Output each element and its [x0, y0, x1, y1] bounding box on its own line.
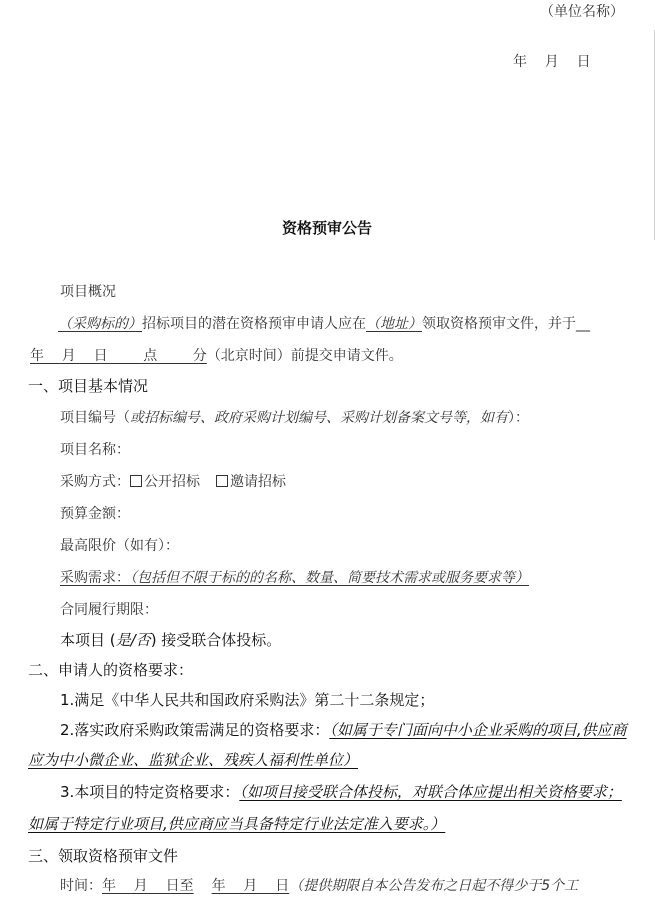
overview-trailing-blank: __ [576, 316, 590, 332]
qualification-item-2-label: 2.落实政府采购政策需满足的资格要求： [60, 721, 330, 739]
section1-heading: 一、项目基本情况 [28, 377, 149, 395]
collection-time-label: 时间： [60, 878, 102, 894]
project-name-label: 项目名称： [60, 442, 130, 458]
address-blank: （地址） [366, 316, 422, 332]
consortium-text-b: ) 接受联合体投标。 [150, 631, 282, 649]
contract-period-label: 合同履行期限： [60, 602, 158, 618]
procurement-demand-hint: （包括但不限于标的的名称、数量、简要技术需求或服务要求等） [130, 570, 529, 586]
section3-heading: 三、领取资格预审文件 [28, 847, 179, 865]
overview-text-a: 招标项目的潜在资格预审申请人应在 [142, 316, 366, 332]
max-price-label: 最高限价（如有）： [60, 538, 179, 554]
qualification-item-2-hint-2: 应为中小微企业、监狱企业、残疾人福利性单位） [28, 751, 359, 769]
invited-tender-label: 邀请招标 [230, 474, 286, 490]
consortium-choice: 是/否 [115, 631, 151, 649]
deadline-blank: 年 月 日 点 分 [30, 348, 207, 364]
open-tender-label: 公开招标 [144, 474, 200, 490]
qualification-item-1: 1.满足《中华人民共和国政府采购法》第二十二条规定； [60, 691, 435, 709]
qualification-item-2 [60, 720, 627, 740]
qualification-item-3-hint-2: 如属于特定行业项目,供应商应当具备特定行业法定准入要求。） [28, 815, 446, 833]
collection-time-row [60, 876, 578, 896]
date-line: 年 月 日 [513, 54, 591, 70]
consortium-text-a: 本项目 ( [60, 631, 116, 649]
qualification-item-3-hint-1: （如项目接受联合体投标，对联合体应提出相关资格要求； [239, 783, 622, 801]
section2-heading: 二、申请人的资格要求： [28, 661, 194, 679]
procurement-method-row [60, 472, 286, 492]
overview-deadline-text: （北京时间）前提交申请文件。 [206, 348, 403, 364]
collection-time-start-blank: 年 月 日至 [102, 878, 194, 894]
project-number-label: 项目编号（ [60, 410, 130, 426]
overview-line-1 [58, 314, 590, 334]
page-title: 资格预审公告 [282, 219, 373, 237]
procurement-demand-row [60, 568, 529, 588]
qualification-item-3-label: 3.本项目的特定资格要求： [60, 783, 240, 801]
project-number-end: ）： [508, 410, 529, 426]
project-number-row [60, 408, 529, 428]
overview-line-2 [30, 346, 403, 366]
qualification-item-2-hint-1: （如属于专门面向中小企业采购的项目,供应商 [329, 721, 627, 739]
qualification-item-3 [60, 782, 622, 802]
purchase-target-blank: （采购标的） [58, 316, 142, 332]
consortium-row [60, 630, 281, 650]
project-number-hint: 或招标编号、政府采购计划编号、采购计划备案文号等，如有 [130, 410, 508, 426]
procurement-demand-label: 采购需求： [60, 570, 130, 586]
budget-label: 预算金额： [60, 506, 130, 522]
collection-time-hint: （提供期限自本公告发布之日起不得少于5个工 [289, 878, 579, 894]
procurement-method-label: 采购方式： [60, 474, 130, 490]
open-tender-checkbox[interactable] [130, 475, 142, 487]
org-name-placeholder: （单位名称） [540, 4, 624, 20]
invited-tender-checkbox[interactable] [216, 475, 228, 487]
overview-label: 项目概况 [60, 284, 116, 300]
collection-time-end-blank: 年 月 日 [211, 878, 290, 894]
overview-text-b: 领取资格预审文件，并于 [422, 316, 576, 332]
